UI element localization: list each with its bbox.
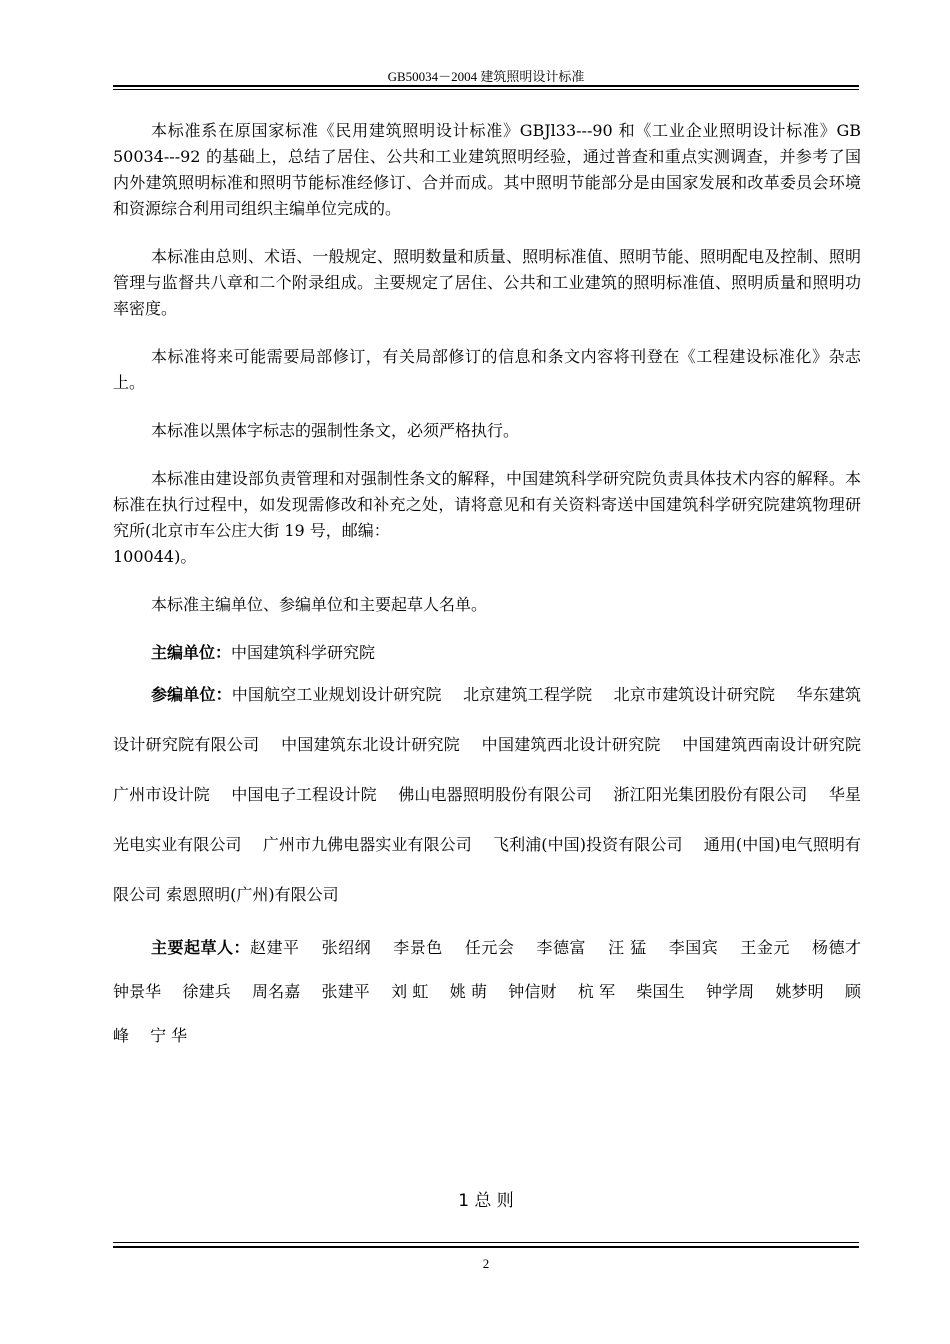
paragraph-postcode: 100044)。 (113, 547, 197, 566)
paragraph-list-intro: 本标准主编单位、参编单位和主要起草人名单。 (151, 595, 488, 614)
page-number: 2 (482, 1256, 490, 1271)
participating-units-value: 中国航空工业规划设计研究院 北京建筑工程学院 北京市建筑设计研究院 华东建筑设计研究院有限公司 中国建筑东北设计研究院 中国建筑西北设计研究院 中国建筑西南设计研究院 广州市设计院 中国电子工程设计院 佛山电器照明股份有限公司 浙江阳光集团股份有限公司 华星光电实业有限公司 广州市九佛电器实业有限公司 飞利浦(中国)投资有限公司 通用(中国)电气照明有限公司 索恩照明(广州)有限公司 (113, 685, 883, 904)
paragraph-structure: 本标准由总则、术语、一般规定、照明数量和质量、照明标准值、照明节能、照明配电及控制、照明管理与监督共八章和二个附录组成。主要规定了居住、公共和工业建筑的照明标准值、照明质量和照明功率密度。 (113, 247, 861, 318)
chapter-heading: 1 总 则 (458, 1191, 514, 1211)
footer-rule (113, 1242, 859, 1248)
drafters (113, 926, 883, 1058)
paragraph-revision: 本标准将来可能需要局部修订，有关局部修订的信息和条文内容将刊登在《工程建设标准化》杂志上。 (113, 347, 861, 392)
chief-unit-label: 主编单位： (151, 643, 232, 662)
chief-unit (113, 640, 861, 666)
drafters-value: 赵建平 张绍纲 李景色 任元会 李德富 汪 猛 李国宾 王金元 杨德才 钟景华 徐建兵 周名嘉 张建平 刘 虹 姚 萌 钟信财 杭 军 柴国生 钟学周 姚梦明 顾 峰 宁 华 (113, 938, 883, 1045)
header-rule (113, 85, 859, 90)
paragraph-origin: 本标准系在原国家标准《民用建筑照明设计标准》GBJl33---90 和《工业企业照明设计标准》GB 50034---92 的基础上，总结了居住、公共和工业建筑照明经验，通过普查和重点实测调查，并参考了国内外建筑照明标准和照明节能标准经修订、合并而成。其中照明节能部分是由国家发展和改革委员会环境和资源综合利用司组织主编单位完成的。 (113, 121, 861, 218)
chief-unit-value: 中国建筑科学研究院 (231, 643, 376, 662)
participating-units (113, 670, 883, 920)
document-body (113, 118, 883, 1058)
paragraph-mandatory: 本标准以黑体字标志的强制性条文，必须严格执行。 (151, 421, 520, 440)
drafters-label: 主要起草人： (151, 938, 251, 957)
paragraph-management: 本标准由建设部负责管理和对强制性条文的解释，中国建筑科学研究院负责具体技术内容的解释。本标准在执行过程中，如发现需修改和补充之处，请将意见和有关资料寄送中国建筑科学研究院建筑物理研究所(北京市车公庄大街 19 号，邮编： (113, 469, 861, 540)
running-header: GB50034－2004 建筑照明设计标准 (387, 69, 585, 84)
participating-units-label: 参编单位： (151, 685, 232, 704)
